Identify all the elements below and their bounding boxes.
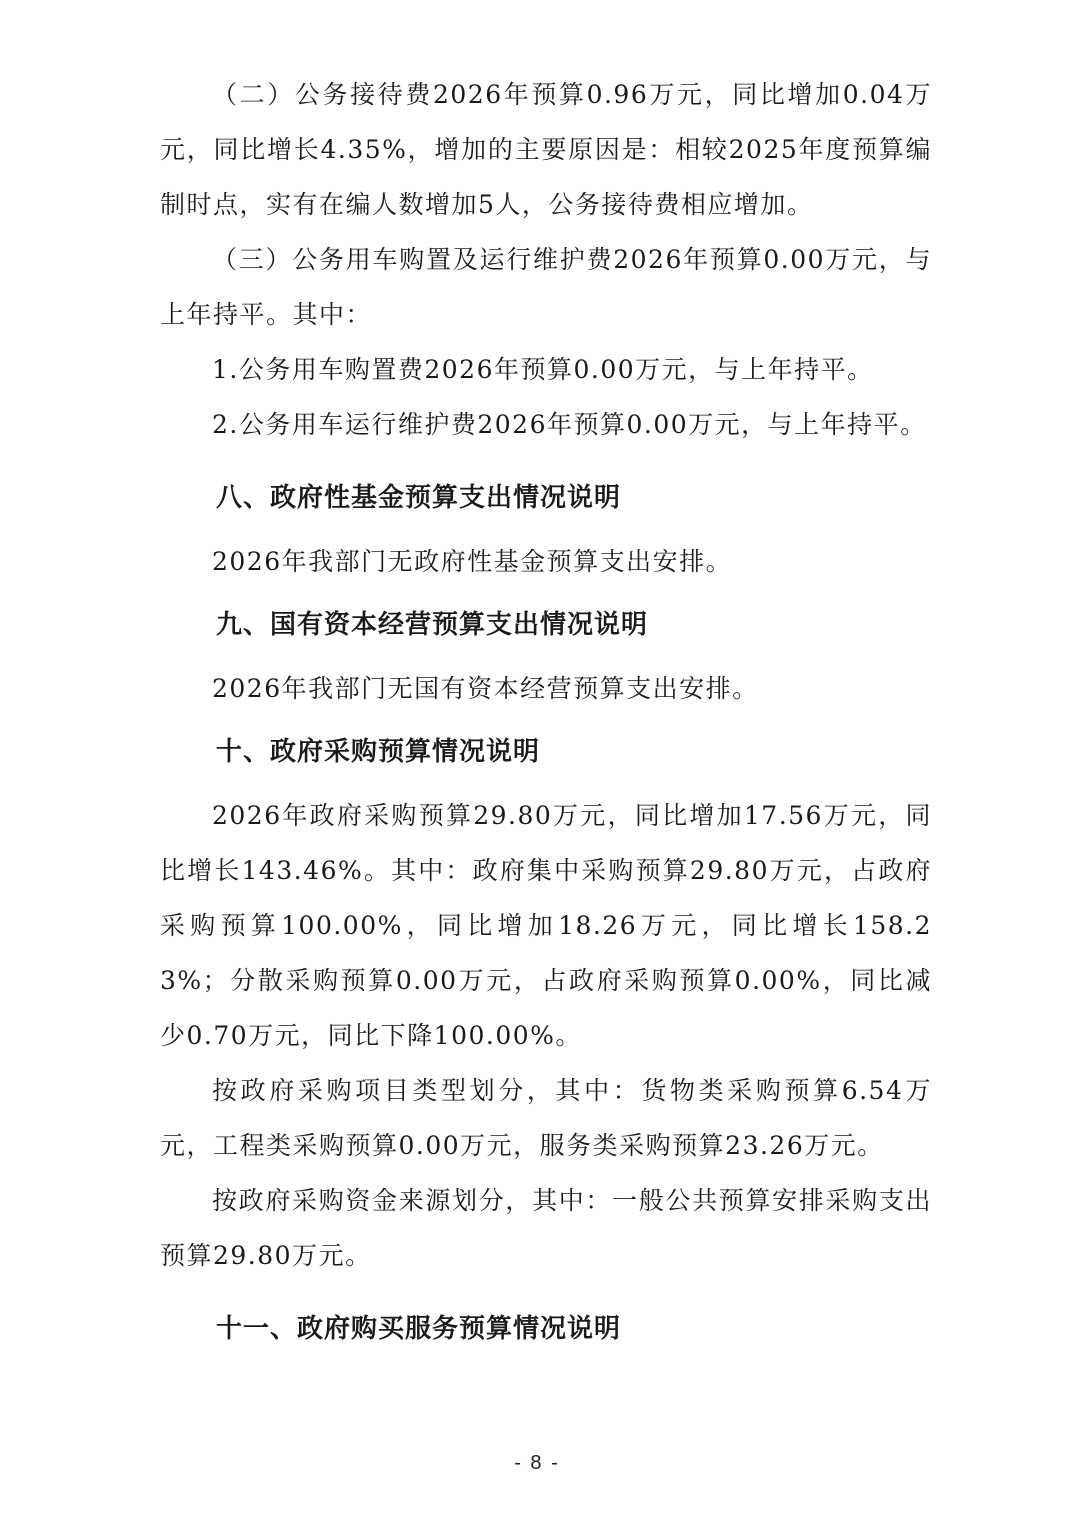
section-heading-government-fund: 八、政府性基金预算支出情况说明 bbox=[216, 483, 622, 513]
paragraph-procurement-summary: 2026年政府采购预算29.80万元，同比增加17.56万元，同比增长143.46%。其中：政府集中采购预算29.80万元，占政府采购预算100.00%，同比增加18.26万元，同比增长158.23%；分散采购预算0.00万元，占政府采购预算0.00%，同比减少0.70万元，同比下降100.00%。 bbox=[160, 801, 932, 1050]
section-heading-purchased-services: 十一、政府购买服务预算情况说明 bbox=[216, 1314, 622, 1344]
page-number: - 8 - bbox=[514, 1452, 560, 1474]
section-heading-state-capital: 九、国有资本经营预算支出情况说明 bbox=[216, 610, 649, 640]
spacer bbox=[160, 518, 932, 534]
paragraph-reception-expense: （二）公务接待费2026年预算0.96万元，同比增加0.04万元，同比增长4.35%，增加的主要原因是：相较2025年度预算编制时点，实有在编人数增加5人，公务接待费相应增加。 bbox=[160, 80, 932, 219]
page-content bbox=[160, 67, 932, 1349]
paragraph-vehicle-purchase: 1.公务用车购置费2026年预算0.00万元，与上年持平。 bbox=[212, 355, 874, 384]
paragraph-procurement-by-type: 按政府采购项目类型划分，其中：货物类采购预算6.54万元，工程类采购预算0.00万元，服务类采购预算23.26万元。 bbox=[160, 1076, 932, 1160]
section-heading-procurement: 十、政府采购预算情况说明 bbox=[216, 737, 541, 767]
spacer bbox=[160, 589, 932, 605]
paragraph-vehicle-maintenance: 2.公务用车运行维护费2026年预算0.00万元，与上年持平。 bbox=[212, 410, 927, 439]
spacer bbox=[160, 452, 932, 478]
paragraph-government-fund: 2026年我部门无政府性基金预算支出安排。 bbox=[212, 547, 733, 576]
paragraph-procurement-by-source: 按政府采购资金来源划分，其中：一般公共预算安排采购支出预算29.80万元。 bbox=[160, 1186, 932, 1270]
spacer bbox=[160, 716, 932, 732]
spacer bbox=[160, 1283, 932, 1309]
spacer bbox=[160, 645, 932, 661]
spacer bbox=[160, 772, 932, 788]
paragraph-vehicle-expense: （三）公务用车购置及运行维护费2026年预算0.00万元，与上年持平。其中： bbox=[160, 245, 932, 329]
paragraph-state-capital: 2026年我部门无国有资本经营预算支出安排。 bbox=[212, 674, 759, 703]
